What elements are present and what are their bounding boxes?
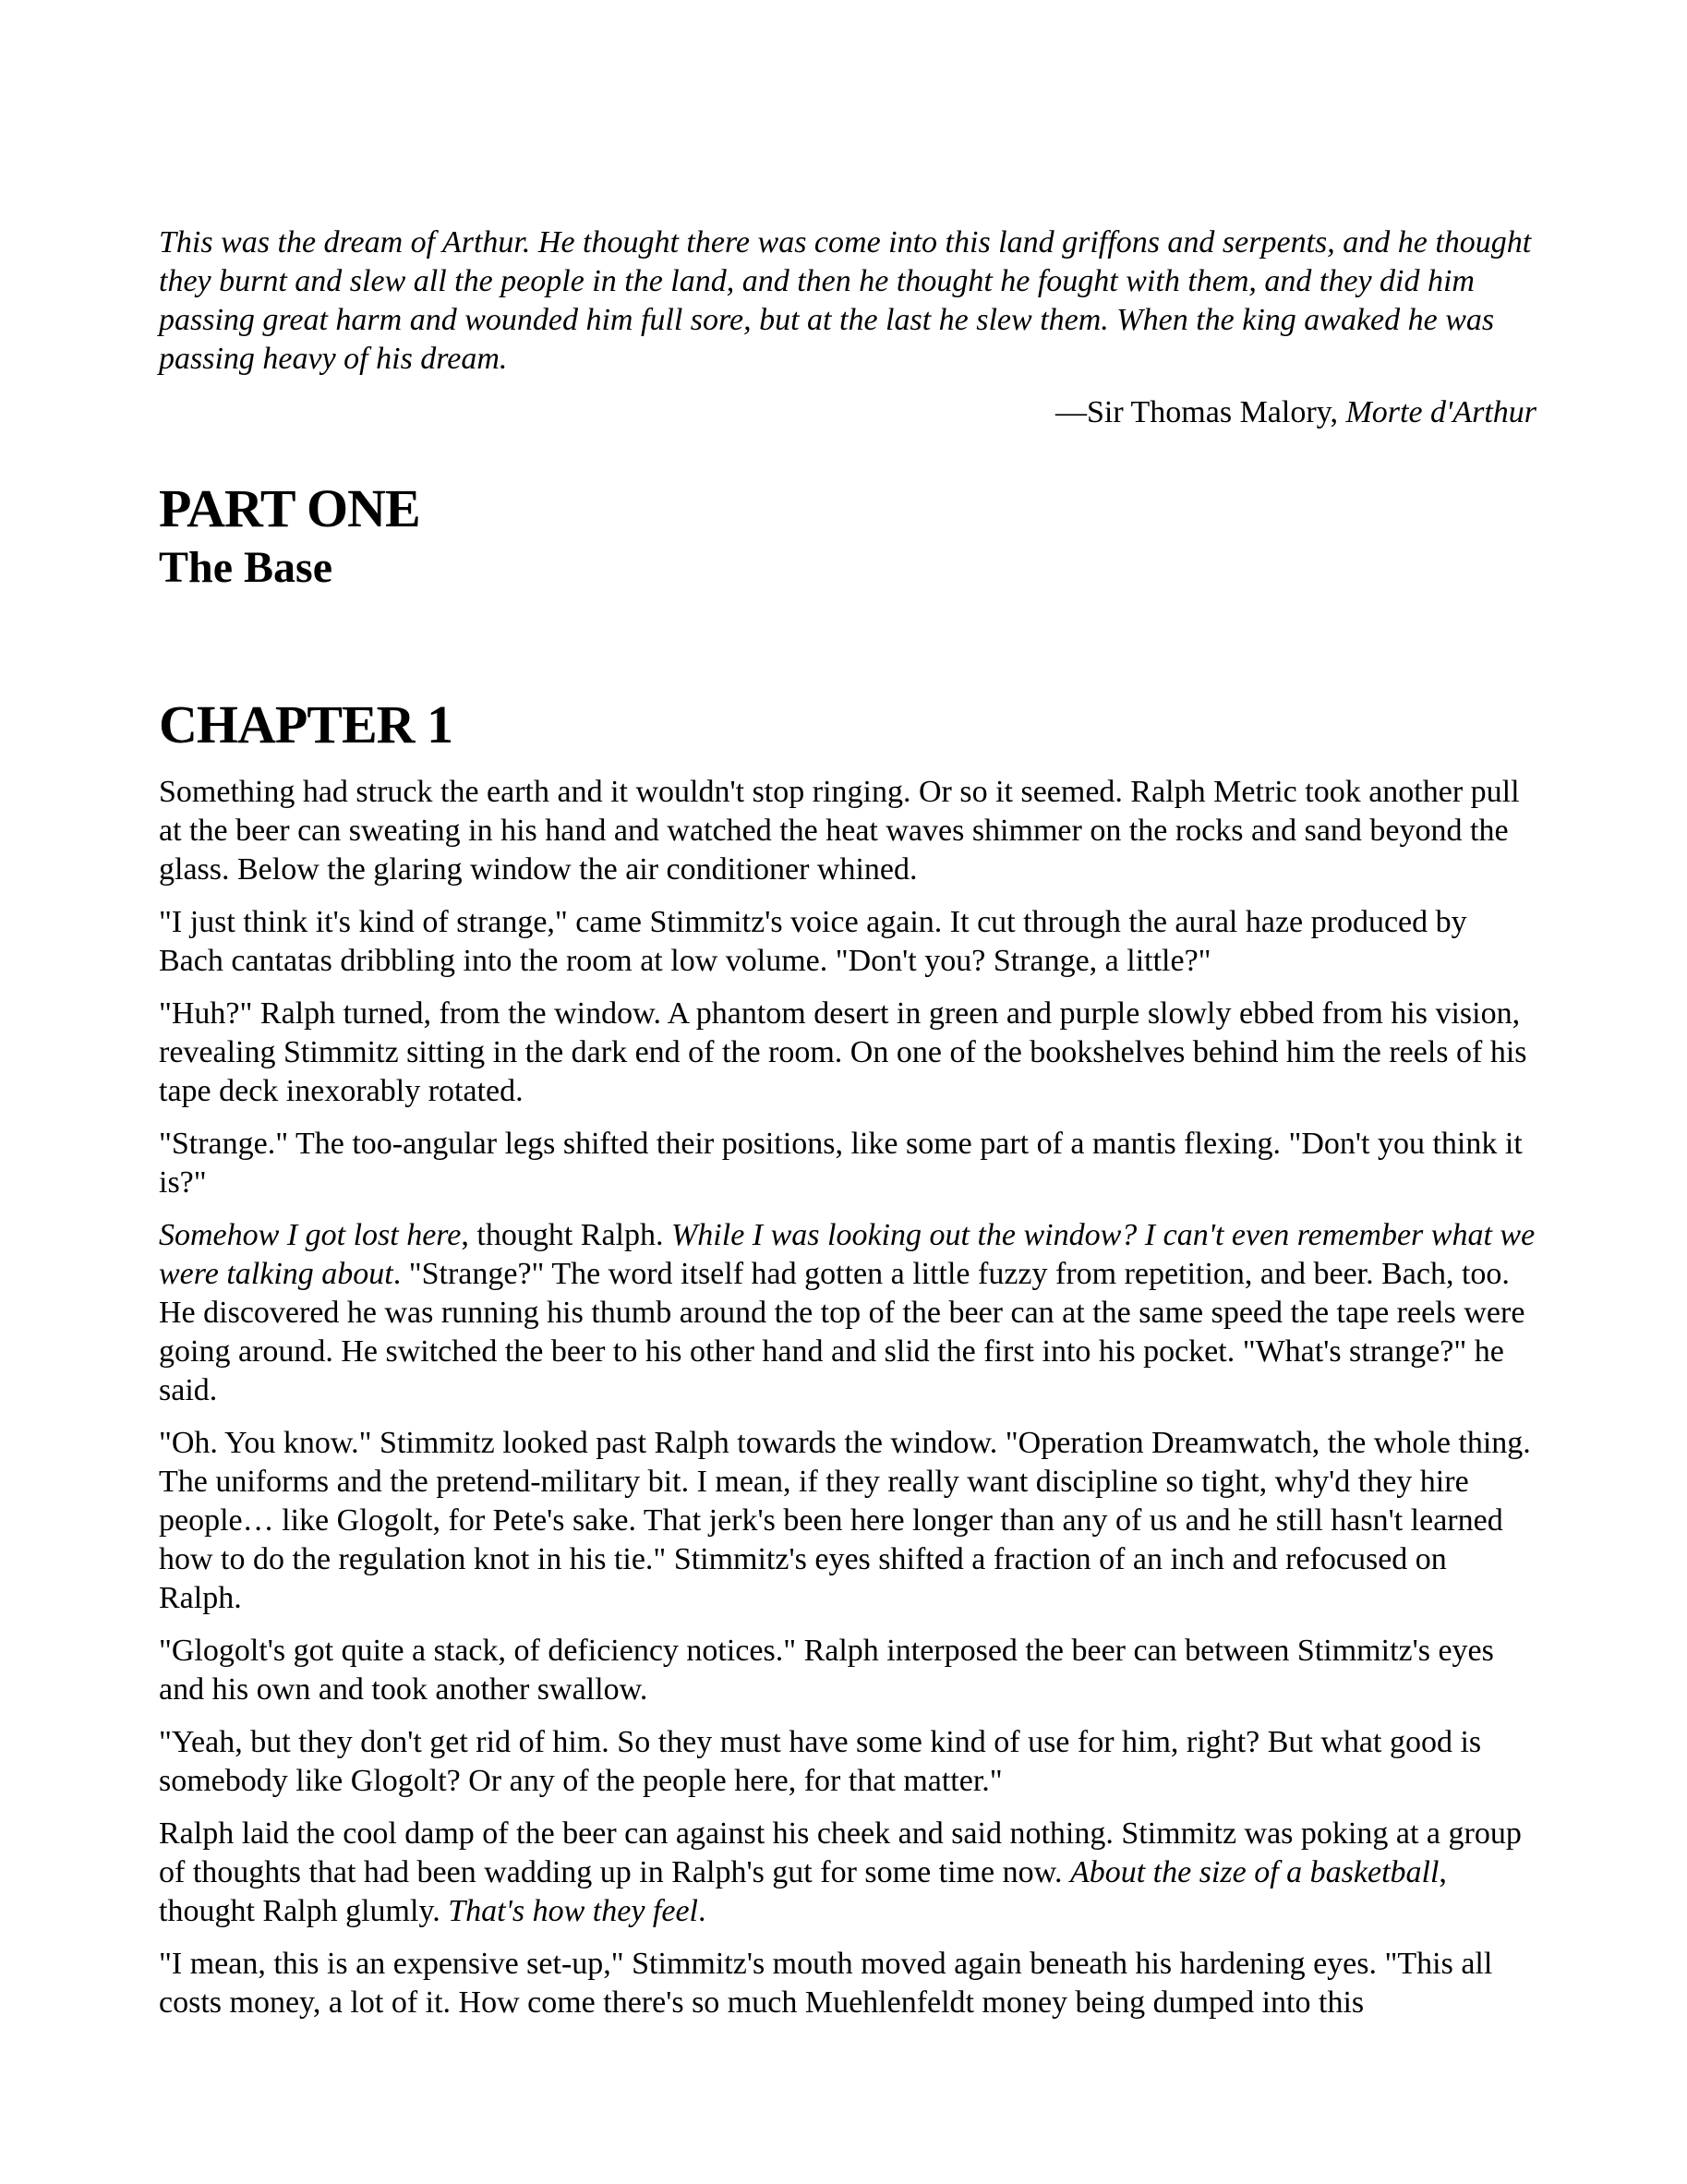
body-paragraph [159, 1632, 1536, 1709]
text-segment: . "Strange?" The word itself had gotten a little fuzzy from repetition, and beer. Bach, too. He discovered he was running his thumb around the top of the beer can at the same speed the tape reels were going around. He switched the beer to his other hand and slid the first into his pocket. "What's strange?" he said. [159, 1257, 1525, 1407]
body-paragraph [159, 995, 1536, 1111]
text-segment: Ralph laid the cool damp of the beer can against his cheek and said nothing. Stimmitz was poking at a group of thoughts that had been wadding up in Ralph's gut for some time now. [159, 1816, 1522, 1889]
text-segment: "I mean, this is an expensive set-up," Stimmitz's mouth moved again beneath his hardening eyes. "This all costs money, a lot of it. How come there's so much Muehlenfeldt money being dumped into this [159, 1947, 1493, 2020]
body-paragraph [159, 1815, 1536, 1931]
text-segment: Something had struck the earth and it wouldn't stop ringing. Or so it seemed. Ralph Metric took another pull at the beer can sweating in his hand and watched the heat waves shimmer on the rocks and sand beyond the glass. Below the glaring window the air conditioner whined. [159, 775, 1520, 887]
text-segment: "Yeah, but they don't get rid of him. So they must have some kind of use for him, right? But what good is somebody like Glogolt? Or any of the people here, for that matter." [159, 1725, 1482, 1798]
italic-text-segment: Somehow I got lost here [159, 1218, 462, 1252]
body-paragraph [159, 1216, 1536, 1410]
attribution-author: —Sir Thomas Malory, [1054, 395, 1346, 429]
body-paragraph [159, 1945, 1536, 2022]
epigraph-attribution [159, 393, 1536, 432]
body-paragraph [159, 1723, 1536, 1801]
part-heading [159, 478, 1536, 597]
body-paragraph [159, 1125, 1536, 1202]
text-segment: "Glogolt's got quite a stack, of deficiency notices." Ralph interposed the beer can between Stimmitz's eyes and his own and took another swallow. [159, 1634, 1494, 1707]
text-segment: "Huh?" Ralph turned, from the window. A phantom desert in green and purple slowly ebbed from his vision, revealing Stimmitz sitting in the dark end of the room. On one of the bookshelves behind him the reels of his tape deck inexorably rotated. [159, 996, 1527, 1108]
text-segment: "I just think it's kind of strange," came Stimmitz's voice again. It cut through the aural haze produced by Bach cantatas dribbling into the room at low volume. "Don't you? Strange, a little?" [159, 905, 1467, 978]
text-segment: . [698, 1894, 706, 1928]
text-segment: "Strange." The too-angular legs shifted their positions, like some part of a mantis flexing. "Don't you think it is?" [159, 1127, 1523, 1200]
text-segment: , thought Ralph glumly. [159, 1855, 1447, 1928]
body-paragraph [159, 1424, 1536, 1618]
chapter-body [159, 773, 1536, 2022]
part-title: The Base [159, 543, 333, 592]
text-segment: , thought Ralph. [461, 1218, 671, 1252]
chapter-heading: CHAPTER 1 [159, 694, 453, 754]
italic-text-segment: While I was looking out the window? I can't even remember what we were talking about [159, 1218, 1536, 1291]
attribution-work-title: Morte d'Arthur [1345, 395, 1536, 429]
italic-text-segment: About the size of a basketball [1069, 1855, 1440, 1889]
epigraph: This was the dream of Arthur. He thought there was come into this land griffons and serpents, and he thought they burnt and slew all the people in the land, and then he thought he fought with them, and they did him passing great harm and wounded him full sore, but at the last he slew them. When the king awaked he was passing heavy of his dream. [159, 225, 1532, 376]
body-paragraph [159, 773, 1536, 889]
body-paragraph [159, 903, 1536, 981]
part-number: PART ONE [159, 478, 420, 538]
text-segment: "Oh. You know." Stimmitz looked past Ralph towards the window. "Operation Dreamwatch, the whole thing. The uniforms and the pretend-military bit. I mean, if they really want discipline so tight, why'd they hire people… like Glogolt, for Pete's sake. That jerk's been here longer than any of us and he still hasn't learned how to do the regulation knot in his tie." Stimmitz's eyes shifted a fraction of an inch and refocused on Ralph. [159, 1426, 1531, 1615]
page-content [159, 0, 1536, 2036]
italic-text-segment: That's how they feel [448, 1894, 698, 1928]
